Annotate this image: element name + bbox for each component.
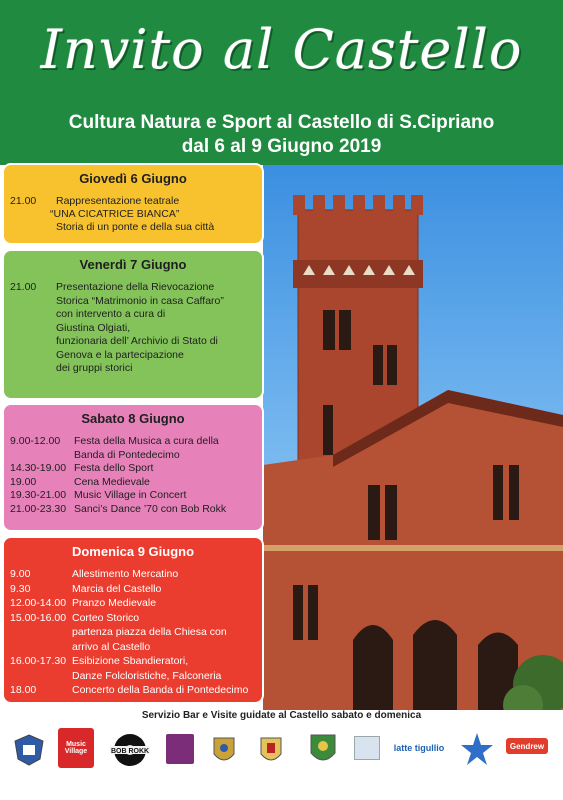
- event-time: 21.00-23.30: [10, 502, 67, 515]
- event-text: Sanci’s Dance ’70 con Bob Rokk: [74, 502, 227, 515]
- day-title: Giovedì 6 Giugno: [79, 171, 187, 186]
- event-time: 18.00: [10, 684, 37, 696]
- event-text: arrivo al Castello: [72, 640, 151, 653]
- event-line: [4, 462, 262, 476]
- event-text: Danze Folcloristiche, Falconeria: [72, 669, 222, 682]
- event-text: Music Village in Concert: [74, 489, 187, 501]
- event-line: [4, 597, 262, 612]
- event-line: [4, 503, 262, 517]
- event-time: 19.00: [10, 475, 37, 488]
- event-text: dei gruppi storici: [56, 362, 133, 374]
- event-text: Cena Medievale: [74, 475, 150, 488]
- svg-text:BOB ROKK: BOB ROKK: [110, 748, 150, 755]
- event-text: partenza piazza della Chiesa con: [72, 626, 227, 638]
- event-line: [4, 435, 262, 449]
- event-line: [4, 670, 262, 685]
- event-text: Presentazione della Rievocazione: [56, 281, 215, 293]
- event-time: 9.00: [10, 568, 31, 580]
- footer-note: Servizio Bar e Visite guidate al Castello sabato e domenica: [141, 710, 422, 721]
- event-line: [4, 612, 262, 627]
- event-text: Esibizione Sbandieratori,: [72, 655, 189, 667]
- event-line: [4, 568, 262, 583]
- event-time: 14.30-19.00: [10, 462, 67, 474]
- event-text: Giustina Olgiati,: [56, 321, 131, 334]
- event-text: Storia di un ponte e della sua città: [56, 221, 215, 233]
- event-line: [4, 281, 262, 295]
- event-time: 21.00: [10, 195, 37, 207]
- event-line: [4, 221, 262, 234]
- event-text: Festa dello Sport: [74, 462, 154, 474]
- event-time: 19.30-21.00: [10, 489, 67, 501]
- event-line: [4, 583, 262, 598]
- event-time: 9.00-12.00: [10, 435, 61, 447]
- latte-tigullio-logo-icon: latte tigullio: [393, 743, 445, 753]
- event-time: 15.00-16.00: [10, 611, 67, 624]
- event-line: [4, 626, 262, 641]
- blue-star-logo-icon: [460, 732, 494, 766]
- sponsor-logos: [0, 724, 563, 800]
- day-title: Domenica 9 Giugno: [71, 544, 195, 559]
- event-text: funzionaria dell’ Archivio di Stato di: [56, 335, 218, 347]
- event-line: [4, 349, 262, 363]
- small-logo-icon: [354, 736, 380, 760]
- event-text: Marcia del Castello: [72, 582, 162, 595]
- event-line: [4, 295, 262, 309]
- event-line: [4, 208, 262, 221]
- event-line: [4, 322, 262, 336]
- day-card-friday: [2, 249, 264, 400]
- poster-title: Invito al Castello: [40, 18, 523, 81]
- event-text: Pranzo Medievale: [72, 597, 157, 609]
- day-title: Venerdì 7 Giugno: [79, 257, 187, 272]
- event-text: Corteo Storico: [72, 611, 140, 624]
- event-time: 9.30: [10, 582, 31, 595]
- event-time: 21.00: [10, 281, 37, 293]
- day-card-saturday: [2, 403, 264, 532]
- poster-dates: dal 6 al 9 Giugno 2019: [181, 136, 382, 157]
- event-text: Banda di Pontedecimo: [74, 448, 180, 461]
- castle-photo: [263, 165, 563, 710]
- day-title: Sabato 8 Giugno: [81, 411, 185, 426]
- music-village-logo-icon: Music Village: [58, 728, 94, 768]
- day-card-thursday: [2, 163, 264, 245]
- castle-illustration: [263, 165, 563, 710]
- event-line: [4, 684, 262, 699]
- crest-logo-icon: [10, 730, 48, 770]
- event-line: [4, 489, 262, 503]
- event-text: Allestimento Mercatino: [72, 568, 179, 580]
- poster-subtitle: Cultura Natura e Sport al Castello di S.Cipriano: [68, 112, 495, 133]
- event-text: Genova e la partecipazione: [56, 348, 184, 361]
- header-banner: [0, 0, 563, 165]
- purple-logo-icon: [166, 734, 194, 764]
- coat-of-arms-logo-icon: [208, 730, 240, 770]
- green-shield-logo-icon: [306, 728, 340, 770]
- day-card-sunday: [2, 536, 264, 704]
- event-text: Rappresentazione teatrale: [56, 195, 180, 207]
- event-text: “UNA CICATRICE BIANCA”: [50, 208, 180, 220]
- event-line: [4, 308, 262, 322]
- event-line: [4, 362, 262, 376]
- event-text: con intervento a cura di: [56, 308, 166, 320]
- event-line: [4, 195, 262, 208]
- event-line: [4, 655, 262, 670]
- red-brand-logo-icon: Gendrew: [506, 738, 548, 754]
- event-text: Storica “Matrimonio in casa Caffaro”: [56, 294, 224, 307]
- event-text: Concerto della Banda di Pontedecimo: [72, 684, 249, 696]
- event-time: 16.00-17.30: [10, 655, 67, 667]
- event-line: [4, 335, 262, 349]
- bob-rokk-logo-icon: [104, 732, 156, 768]
- event-line: [4, 449, 262, 463]
- event-line: [4, 641, 262, 656]
- event-time: 12.00-14.00: [10, 597, 67, 609]
- event-line: [4, 476, 262, 490]
- event-text: Festa della Musica a cura della: [74, 435, 219, 447]
- comune-logo-icon: [256, 730, 286, 770]
